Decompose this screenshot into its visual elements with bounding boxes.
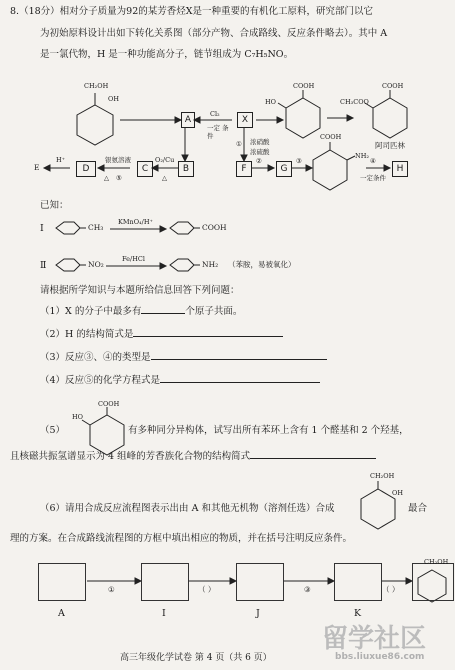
q5-line2	[10, 451, 376, 463]
circ3-label: ③	[296, 157, 302, 165]
q1-blank[interactable]	[141, 313, 185, 314]
page-footer: 高三年级化学试卷 第 4 页（共 6 页）	[120, 653, 272, 663]
circ5-label: ⑤	[116, 174, 122, 182]
silver-label: 银氨溶液	[105, 156, 131, 164]
flow-label-A: A	[58, 608, 65, 619]
compound-C-box: C	[137, 161, 153, 177]
compound-H-box: H	[392, 161, 408, 177]
flow-label-J: J	[256, 608, 260, 619]
compound-B-box: B	[178, 161, 194, 177]
answer-box-A[interactable]	[38, 563, 86, 601]
q5-ho: HO	[72, 413, 83, 421]
q4	[40, 375, 320, 387]
aspirin-cooh-label: COOH	[382, 82, 404, 90]
q4-text: （4）反应⑤的化学方程式是	[40, 375, 161, 386]
known-I-num: Ⅰ	[40, 223, 44, 234]
circ2-label: ②	[256, 157, 262, 165]
q6-oh: OH	[392, 489, 403, 497]
compound-G-box: G	[276, 161, 292, 177]
q5-num: （5）	[40, 425, 66, 436]
flow-step-2[interactable]: （ ）	[198, 585, 216, 594]
q3	[40, 352, 327, 364]
q6-text-a: （6）请用合成反应流程图表示出由 A 和其他无机物（溶剂任选）合成	[40, 503, 335, 514]
answer-box-final	[412, 563, 454, 601]
known-II-left: NO₂	[88, 260, 104, 269]
known-II-right: NH₂	[202, 260, 219, 269]
heat2-label: △	[104, 174, 109, 182]
known-I-cond: KMnO₄/H⁺	[118, 218, 153, 226]
anthranilic-cooh-label: COOH	[320, 133, 342, 141]
q2	[40, 329, 283, 341]
question-line-1: 8.（18分）相对分子质量为92的某芳香烃X是一种重要的有机化工原料，研究部门以它	[10, 6, 374, 17]
condition-label: 一定 条件	[207, 124, 229, 140]
q1-text-a: （1）X 的分子中最多有	[40, 306, 142, 317]
compound-E-label: E	[34, 163, 40, 172]
cond4-label: 一定条件	[360, 174, 386, 182]
nitration-label: 浓硝酸	[250, 138, 270, 146]
q4-blank[interactable]	[160, 382, 320, 383]
q6-line2: 理的方案。在合成路线流程图的方框中填出相应的物质，并在括号注明反应条件。	[10, 533, 353, 544]
flow-label-K: K	[354, 608, 362, 619]
answer-box-K[interactable]	[334, 563, 382, 601]
flow-step-1: ①	[108, 585, 115, 594]
q5-line2-text: 且核磁共振氢谱显示为 4 组峰的芳香族化合物的结构简式	[10, 451, 251, 462]
aspirin-label: 阿司匹林	[375, 141, 405, 150]
flow-step-3: ③	[304, 585, 311, 594]
watermark-url: bbs.liuxue86.com	[335, 652, 425, 662]
flow-step-4[interactable]: （ ）	[382, 585, 400, 594]
compound-F-box: F	[236, 161, 252, 177]
q5-blank[interactable]	[250, 458, 376, 459]
q2-text: （2）H 的结构简式是	[40, 329, 134, 340]
circ4-label: ④	[370, 157, 376, 165]
final-ch2oh: CH₂OH	[424, 558, 449, 566]
q5-text: 有多种同分异构体，试写出所有苯环上含有 1 个醛基和 2 个羟基，	[128, 425, 409, 436]
flow-label-I: I	[162, 608, 166, 619]
ch3coo-label: CH₃COO	[340, 98, 369, 106]
circ1-label: ①	[236, 140, 242, 148]
q2-blank[interactable]	[133, 336, 283, 337]
prompt-text: 请根据所学知识与本题所给信息回答下列问题：	[40, 285, 240, 296]
q5-cooh: COOH	[98, 400, 120, 408]
heat-label: △	[162, 174, 167, 182]
oh-label: OH	[108, 95, 119, 103]
q6-text-b: 最合	[408, 503, 428, 514]
cooh-label: COOH	[293, 82, 315, 90]
known-II-cond: Fe/HCl	[122, 255, 145, 263]
nh2-label: NH₂	[355, 152, 369, 160]
q3-blank[interactable]	[151, 359, 327, 360]
q1-text-b: 个原子共面。	[185, 306, 243, 317]
compound-D-box: D	[76, 161, 96, 177]
known-I-left: CH₃	[88, 223, 104, 232]
sulfuric-label: 浓硫酸	[250, 148, 270, 156]
q6-ch2oh: CH₂OH	[370, 472, 395, 480]
cl2-label: Cl₂	[210, 110, 220, 118]
ch2oh-label: CH₂OH	[84, 82, 109, 90]
compound-X-box: X	[237, 112, 253, 128]
known-label: 已知：	[40, 200, 69, 211]
question-line-2: 为初始原料设计出如下转化关系图（部分产物、合成路线、反应条件略去）。其中 A	[40, 28, 388, 39]
o2cu-label: O₂/Cu	[155, 156, 175, 164]
known-I-right: COOH	[202, 223, 227, 232]
watermark-logo: 留学社区	[322, 624, 427, 654]
ho-label: HO	[265, 98, 276, 106]
q1	[40, 306, 242, 318]
known-II-note: （苯胺，易被氧化）	[228, 260, 296, 269]
question-line-3: 是一氯代物，H 是一种功能高分子，链节组成为 C₇H₅NO。	[40, 49, 294, 60]
hplus-label: H⁺	[56, 156, 66, 164]
cyclohexane-ring	[77, 105, 113, 145]
answer-box-J[interactable]	[236, 563, 284, 601]
answer-box-I[interactable]	[141, 563, 189, 601]
q3-text: （3）反应③、④的类型是	[40, 352, 151, 363]
compound-A-box: A	[181, 112, 195, 128]
known-II-num: Ⅱ	[40, 260, 47, 271]
